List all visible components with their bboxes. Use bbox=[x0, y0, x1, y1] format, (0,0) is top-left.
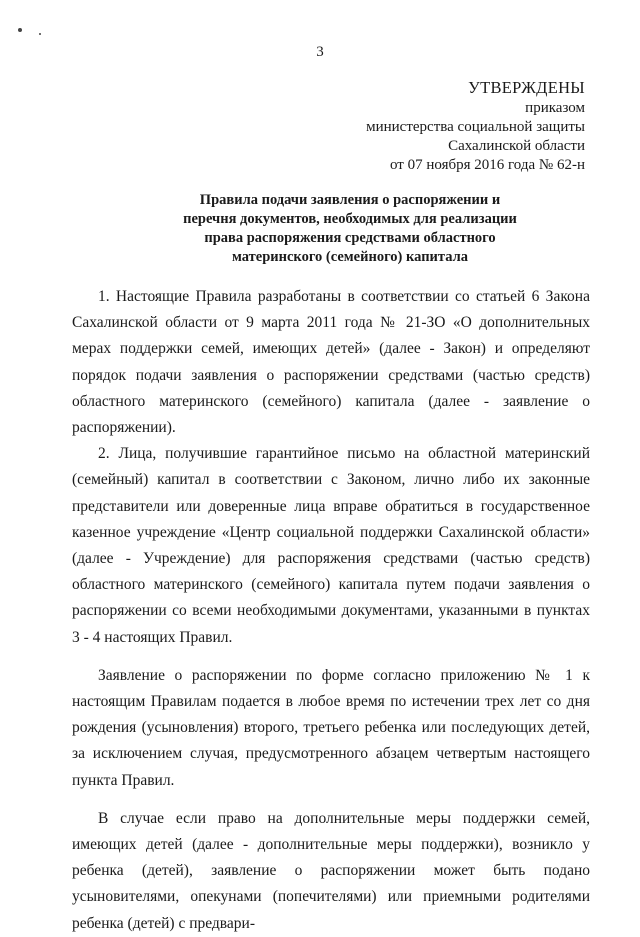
paragraph-3: Заявление о распоряжении по форме согласно приложению № 1 к настоящим Правилам подается в любое время по истечении трех лет со дня рождения (усыновления) второго, третьего ребенка или последующих детей, за исключением случая, предусмотренного абзацем четвертым настоящего пункта Правил. bbox=[72, 666, 590, 789]
approval-stamp-block bbox=[366, 78, 585, 175]
approval-line: от 07 ноября 2016 года № 62-н bbox=[390, 157, 585, 173]
title-line: Правила подачи заявления о распоряжении и bbox=[199, 192, 501, 208]
approval-heading: УТВЕРЖДЕНЫ bbox=[468, 78, 585, 97]
document-title bbox=[150, 191, 550, 267]
approval-line: Сахалинской области bbox=[448, 138, 585, 154]
scan-speck bbox=[39, 33, 41, 35]
paragraph-4: В случае если право на дополнительные меры поддержки семей, имеющих детей (далее - дополнительные меры поддержки), возникло у ребенка (детей), заявление о распоряжении может быть подано усыновителями, опекунами (попечителями) или приемными родителями ребенка (детей) с предвари- bbox=[72, 809, 590, 932]
scan-speck bbox=[18, 28, 22, 32]
approval-line: министерства социальной защиты bbox=[366, 119, 585, 135]
paragraph-1: 1. Настоящие Правила разработаны в соответствии со статьей 6 Закона Сахалинской области от 9 марта 2011 года № 21-ЗО «О дополнительных мерах поддержки семей, имеющих детей» (далее - Закон) и определяют порядок подачи заявления о распоряжении средствами (частью средств) областного материнского (семейного) капитала (далее - заявление о распоряжении). bbox=[72, 288, 590, 437]
document-body bbox=[72, 284, 590, 937]
approval-line: приказом bbox=[525, 100, 585, 116]
title-line: материнского (семейного) капитала bbox=[232, 249, 468, 265]
title-line: права распоряжения средствами областного bbox=[204, 230, 496, 246]
page-number: 3 bbox=[316, 44, 324, 60]
paragraph-2: 2. Лица, получившие гарантийное письмо на областной материнский (семейный) капитал в соответствии с Законом, лично либо их законные представители или доверенные лица вправе обратиться в государственное казенное учреждение «Центр социальной поддержки Сахалинской области» (далее - Учреждение) для распоряжения средствами (частью средств) областного материнского (семейного) капитала путем подачи заявления о распоряжении со всеми необходимыми документами, указанными в пунктах 3 - 4 настоящих Правил. bbox=[72, 445, 590, 646]
title-line: перечня документов, необходимых для реализации bbox=[183, 211, 517, 227]
